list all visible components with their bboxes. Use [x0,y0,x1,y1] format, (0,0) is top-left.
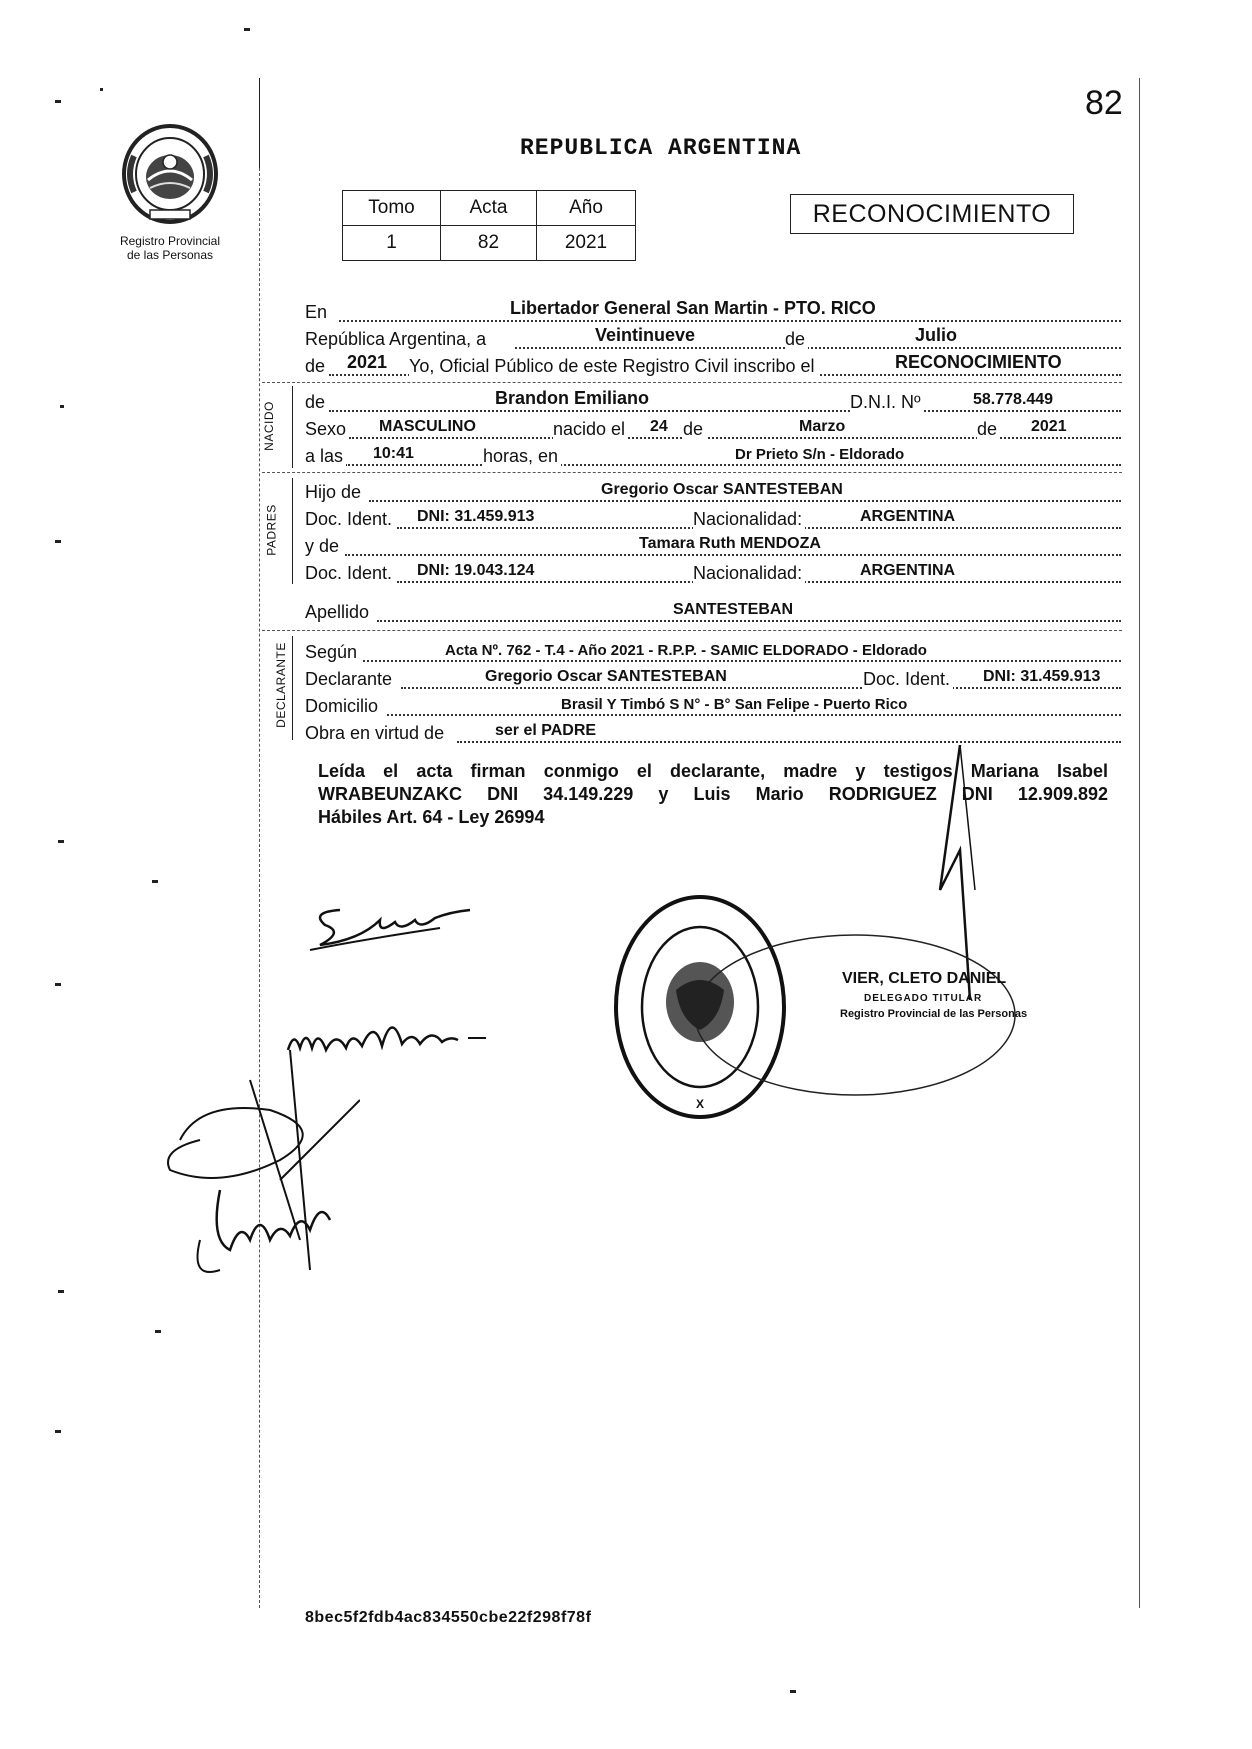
scan-speck [155,1330,161,1333]
label-horas: horas, en [483,446,561,467]
value-child-name: Brandon Emiliano [495,388,650,408]
value-time: 10:41 [373,445,414,462]
right-frame-line [1139,78,1140,1608]
value-sexo: MASCULINO [379,418,476,435]
label-declarante: Declarante [305,669,395,690]
label-apellido: Apellido [305,602,372,623]
declarant-signature [300,890,480,960]
row-year [305,350,1121,378]
value-apellido: SANTESTEBAN [673,601,794,618]
dotted-line [369,500,1121,502]
side-label-padres: PADRES [264,504,279,556]
label-y-de: y de [305,536,342,557]
official-registry: Registro Provincial de las Personas [840,1008,1028,1020]
value-inscribed-act: RECONOCIMIENTO [895,352,1062,372]
value-day: Veintinueve [595,325,696,345]
dotted-line [345,554,1121,556]
label-de: de [683,419,706,440]
row-date [305,323,1121,351]
document-hash: 8bec5f2fdb4ac834550cbe22f298f78f [305,1609,592,1626]
label-doc-ident: Doc. Ident. [305,563,395,584]
province-seal-logo [120,122,220,226]
label-republica: República Argentina, a [305,329,489,350]
label-de: de [785,329,808,350]
row-declarante [305,663,1121,691]
closing-line-1: Leída el acta firman conmigo el declarante, madre y testigos Mariana Isabel [318,761,1108,781]
label-nacionalidad: Nacionalidad: [693,563,805,584]
scan-speck [55,1430,61,1433]
closing-line-2: WRABEUNZAKC DNI 34.149.229 y Luis Mario RODRIGUEZ DNI 12.909.892 [318,784,1108,804]
table-header-tomo: Tomo [343,191,441,226]
table-value-acta: 82 [441,226,537,261]
scan-speck [790,1690,796,1693]
official-name: VIER, CLETO DANIEL [842,970,1007,987]
witness-signature [160,1040,360,1300]
value-year: 2021 [347,352,388,372]
scan-speck [55,983,61,986]
register-table-value-row [343,226,636,261]
side-label-declarante: DECLARANTE [273,642,288,728]
row-apellido [305,596,1121,624]
dotted-line [387,714,1121,716]
scan-speck [60,405,64,408]
row-sex-birth [305,413,1121,441]
official-role: DELEGADO TITULAR [864,993,983,1004]
dotted-line [363,660,1121,662]
section-bar-declarante [292,636,293,740]
left-frame-line [259,78,260,168]
table-value-anio: 2021 [537,226,636,261]
scan-speck [152,880,158,883]
label-domicilio: Domicilio [305,696,381,717]
label-de: de [977,419,1000,440]
scan-speck [100,88,103,91]
value-segun: Acta Nº. 762 - T.4 - Año 2021 - R.P.P. - SAMIC ELDORADO - Eldorado [445,642,927,659]
label-yo-text: Yo, Oficial Público de este Registro Civil inscribo el [409,356,818,377]
label-de: de [305,392,328,413]
value-month: Julio [915,325,958,345]
value-declarante-doc: DNI: 31.459.913 [983,668,1101,685]
value-domicilio: Brasil Y Timbó S N° - B° San Felipe - Puerto Rico [561,696,908,713]
value-declarante: Gregorio Oscar SANTESTEBAN [485,668,727,685]
label-de2: de [305,356,328,377]
section-bar-nacido [292,386,293,468]
side-label-nacido: NACIDO [261,401,276,451]
label-hijo-de: Hijo de [305,482,364,503]
label-segun: Según [305,642,360,663]
scan-speck [55,540,61,543]
value-father-doc: DNI: 31.459.913 [417,508,535,525]
row-father-doc [305,503,1121,531]
act-type-box: RECONOCIMIENTO [790,194,1074,234]
section-separator [262,382,1122,383]
row-mother [305,530,1121,558]
label-dni: D.N.I. Nº [850,392,924,413]
scan-speck [58,1290,64,1293]
scan-speck [58,840,64,843]
value-father-name: Gregorio Oscar SANTESTEBAN [601,481,843,498]
table-header-anio: Año [537,191,636,226]
row-segun [305,636,1121,664]
dotted-line [349,437,1121,439]
value-obra: ser el PADRE [495,722,597,739]
dotted-line [345,464,1121,466]
dotted-line [339,320,1121,322]
row-time-place [305,440,1121,468]
document-title: REPUBLICA ARGENTINA [520,135,802,161]
register-table-header-row [343,191,636,226]
section-bar-padres [292,478,293,584]
label-en: En [305,302,330,323]
label-doc-ident: Doc. Ident. [863,669,953,690]
value-child-dni: 58.778.449 [973,391,1054,408]
row-domicilio [305,690,1121,718]
table-header-acta: Acta [441,191,537,226]
value-birth-month: Marzo [799,418,846,435]
page-number: 82 [1085,84,1123,122]
value-place: Libertador General San Martin - PTO. RICO [510,298,876,318]
dotted-line [457,741,1121,743]
closing-line-3: Hábiles Art. 64 - Ley 26994 [318,807,545,827]
registry-caption [100,234,240,262]
registry-caption-line1: Registro Provincial [119,234,221,248]
svg-text:X: X [695,1097,705,1111]
left-frame-dashed [259,168,260,1608]
row-father [305,476,1121,504]
value-birth-year: 2021 [1031,418,1067,435]
dotted-line [401,687,1121,689]
label-obra: Obra en virtud de [305,723,447,744]
registry-caption-line2: de las Personas [126,248,214,262]
value-mother-name: Tamara Ruth MENDOZA [639,535,821,552]
value-mother-doc: DNI: 19.043.124 [417,562,535,579]
value-birth-place: Dr Prieto S/n - Eldorado [735,446,905,463]
value-mother-nationality: ARGENTINA [860,562,956,579]
section-separator [262,472,1122,473]
section-separator [262,630,1122,631]
scan-speck [244,28,250,31]
label-doc-ident: Doc. Ident. [305,509,395,530]
row-obra [305,717,1121,745]
dotted-line [515,347,1121,349]
row-place [305,296,1121,324]
label-a-las: a las [305,446,346,467]
row-child-name [305,386,1121,414]
scan-speck [55,100,61,103]
row-mother-doc [305,557,1121,585]
label-nacido-el: nacido el [553,419,628,440]
dotted-line [329,410,1121,412]
label-sexo: Sexo [305,419,349,440]
value-father-nationality: ARGENTINA [860,508,956,525]
dotted-line [377,620,1121,622]
table-value-tomo: 1 [343,226,441,261]
label-nacionalidad: Nacionalidad: [693,509,805,530]
value-birth-day: 24 [650,418,668,435]
register-table [342,190,636,261]
